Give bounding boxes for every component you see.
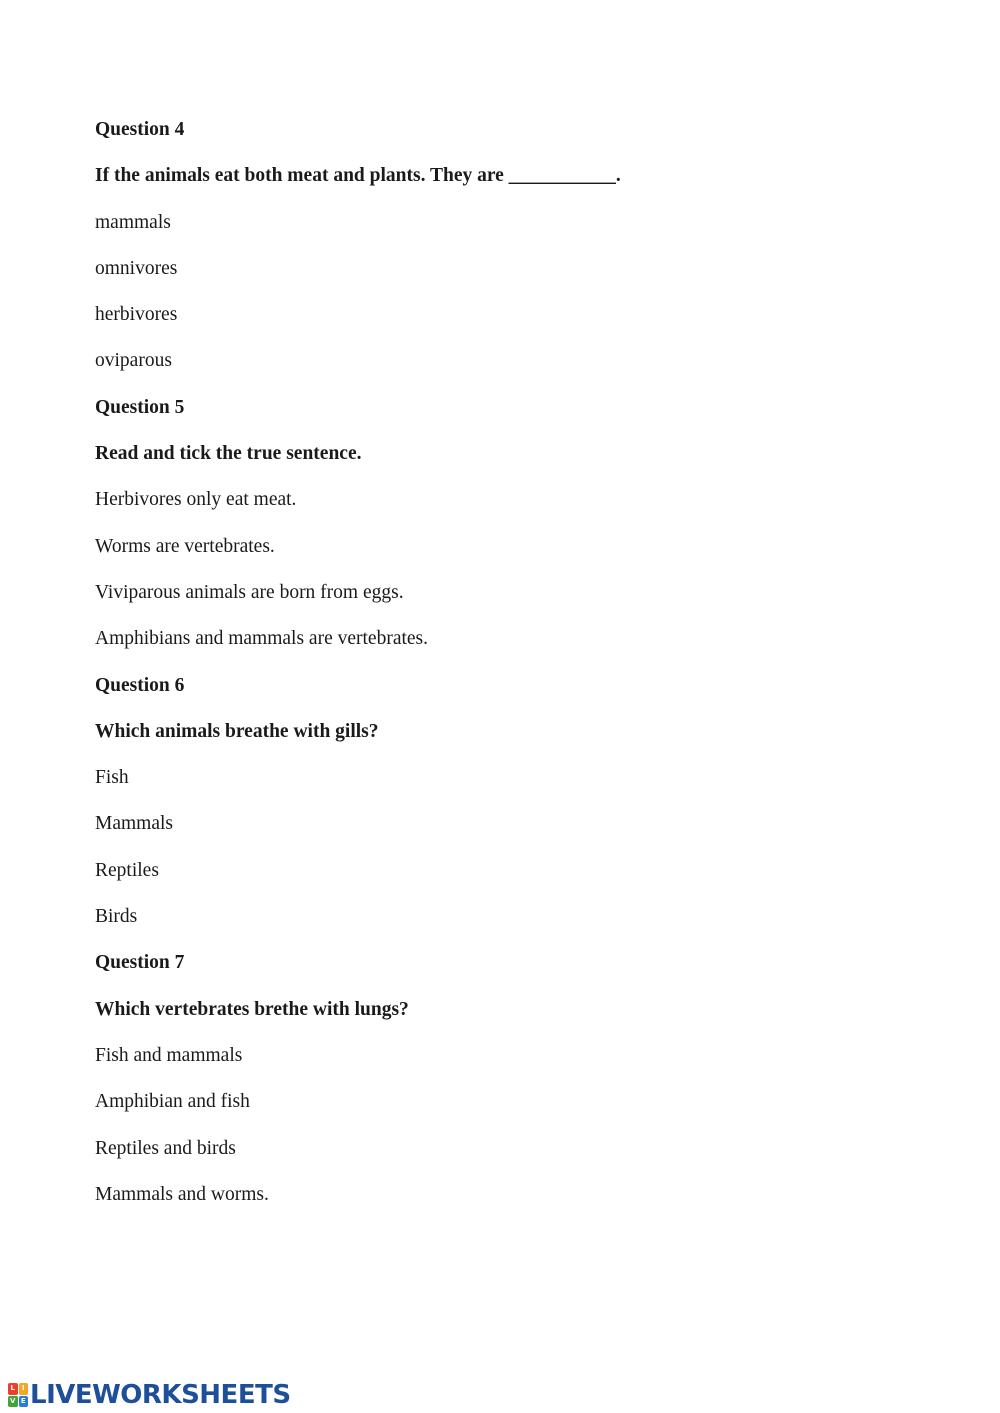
question-heading: Question 6 [95, 674, 185, 696]
answer-option[interactable]: oviparous [95, 350, 172, 372]
question-prompt: Read and tick the true sentence. [95, 443, 362, 465]
question-prompt: If the animals eat both meat and plants. They are ___________. [95, 165, 621, 187]
answer-option[interactable]: Mammals and worms. [95, 1183, 269, 1205]
logo-mark-icon [8, 1383, 28, 1407]
answer-option[interactable]: Worms are vertebrates. [95, 535, 275, 557]
logo-cell: V [8, 1396, 18, 1408]
answer-option[interactable]: Fish [95, 767, 129, 789]
liveworksheets-logo[interactable] [8, 1380, 291, 1410]
answer-option[interactable]: Amphibians and mammals are vertebrates. [95, 628, 429, 650]
answer-option[interactable]: Amphibian and fish [95, 1091, 250, 1113]
answer-option[interactable]: Reptiles [95, 859, 159, 881]
question-prompt: Which animals breathe with gills? [95, 720, 379, 742]
question-heading: Question 4 [95, 119, 185, 140]
answer-option[interactable]: Fish and mammals [95, 1044, 243, 1066]
logo-text: LIVEWORKSHEETS [30, 1380, 291, 1410]
answer-option[interactable]: Mammals [95, 813, 173, 835]
answer-option[interactable]: Herbivores only eat meat. [95, 489, 297, 511]
logo-cell: I [19, 1383, 29, 1395]
answer-option[interactable]: mammals [95, 211, 171, 233]
answer-option[interactable]: Reptiles and birds [95, 1137, 236, 1159]
answer-option[interactable]: Viviparous animals are born from eggs. [95, 581, 404, 603]
question-prompt: Which vertebrates brethe with lungs? [95, 998, 409, 1020]
question-heading: Question 7 [95, 952, 185, 974]
logo-cell: L [8, 1383, 18, 1395]
logo-cell: E [19, 1396, 29, 1408]
answer-option[interactable]: Birds [95, 906, 138, 928]
answer-option[interactable]: omnivores [95, 257, 178, 279]
worksheet-page [95, 114, 955, 1225]
question-heading: Question 5 [95, 396, 185, 418]
answer-option[interactable]: herbivores [95, 304, 178, 326]
